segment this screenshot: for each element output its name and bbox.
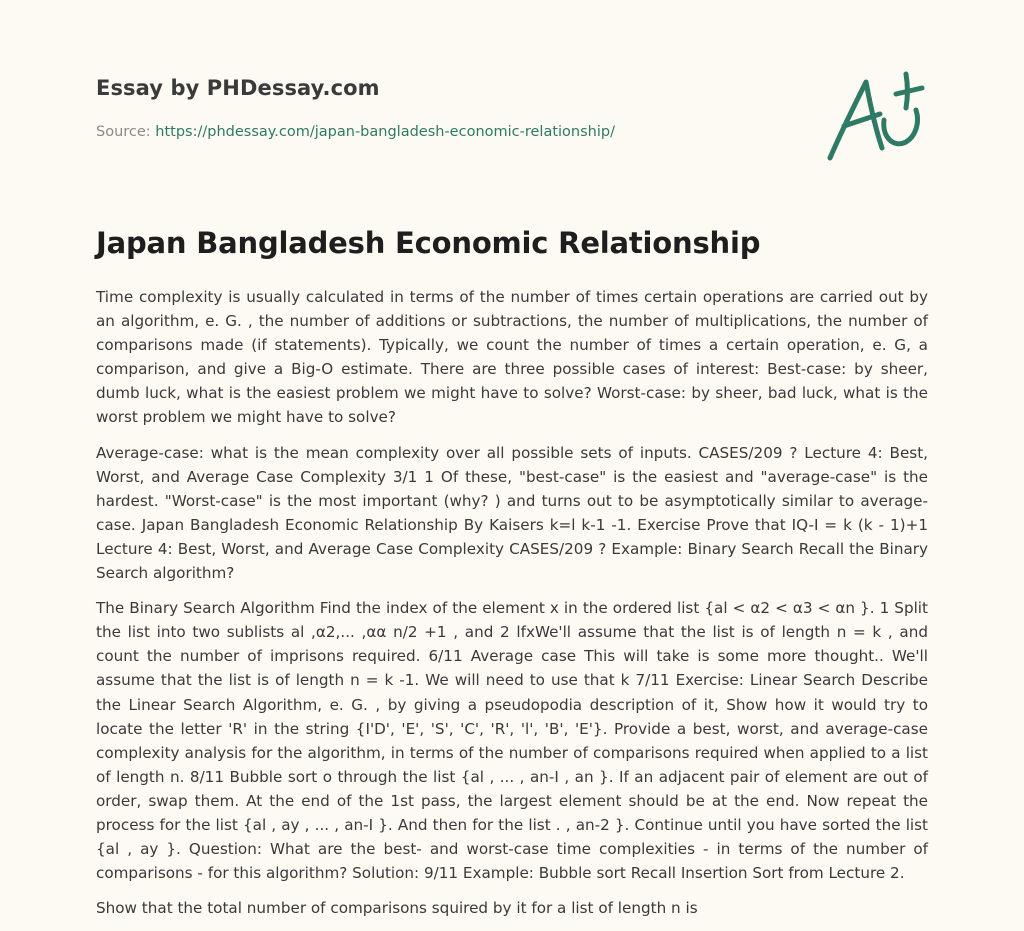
- source-label: Source:: [96, 124, 156, 140]
- site-brand: Essay by PHDessay.com: [96, 76, 380, 100]
- source-line: [96, 124, 615, 140]
- article-title: Japan Bangladesh Economic Relationship: [96, 226, 761, 260]
- a-plus-grade-icon: [822, 68, 932, 164]
- article-body: [96, 285, 928, 931]
- paragraph: Show that the total number of comparisons squired by it for a list of length n is: [96, 899, 698, 918]
- paragraph: Average-case: what is the mean complexity over all possible sets of inputs. CASES/209 ? Lecture 4: Best, Worst, and Average Case Complexity 3/1 1 Of these, "best-case" is the easiest and "average-case" is the hardest. "Worst-case" is the most important (why? ) and turns out to be asymptotically similar to average-case. Japan Bangladesh Economic Relationship By Kaisers k=l k-1 -1. Exercise Prove that IQ-I = k (k - 1)+1 Lecture 4: Best, Worst, and Average Case Complexity CASES/209 ? Example: Binary Search Recall the Binary Search algorithm?: [96, 443, 928, 583]
- source-link[interactable]: https://phdessay.com/japan-bangladesh-economic-relationship/: [155, 124, 615, 140]
- paragraph: Time complexity is usually calculated in terms of the number of times certain operations are carried out by an algorithm, e. G. , the number of additions or subtractions, the number of multiplications, the number of comparisons made (if statements). Typically, we count the number of times a certain operation, e. G, a comparison, and give a Big-O estimate. There are three possible cases of interest: Best-case: by sheer, dumb luck, what is the easiest problem we might have to solve? Worst-case: by sheer, bad luck, what is the worst problem we might have to solve?: [96, 288, 928, 427]
- paragraph: The Binary Search Algorithm Find the index of the element x in the ordered list {al < α2 < α3 < αn }. 1 Split the list into two sublists al ,α2,... ,αα n/2 +1 , and 2 lfxWe'll assume that the list is of length n = k , and count the number of imprisons required. 6/11 Average case This will take is some more thought.. We'll assume that the list is of length n = k -1. We will need to use that k 7/11 Exercise: Linear Search Describe the Linear Search Algorithm, e. G. , by giving a pseudopodia description of it, Show how it would try to locate the letter 'R' in the string {I'D', 'E', 'S', 'C', 'R', 'l', 'B', 'E'}. Provide a best, worst, and average-case complexity analysis for the algorithm, in terms of the number of comparisons required when applied to a list of length n. 8/11 Bubble sort o through the list {al , ... , an-I , an }. If an adjacent pair of element are out of order, swap them. At the end of the 1st pass, the largest element should be at the end. Now repeat the process for the list {al , ay , ... , an-I }. And then for the list . , an-2 }. Continue until you have sorted the list {al , ay }. Question: What are the best- and worst-case time complexities - in terms of the number of comparisons - for this algorithm? Solution: 9/11 Example: Bubble sort Recall Insertion Sort from Lecture 2.: [96, 599, 928, 883]
